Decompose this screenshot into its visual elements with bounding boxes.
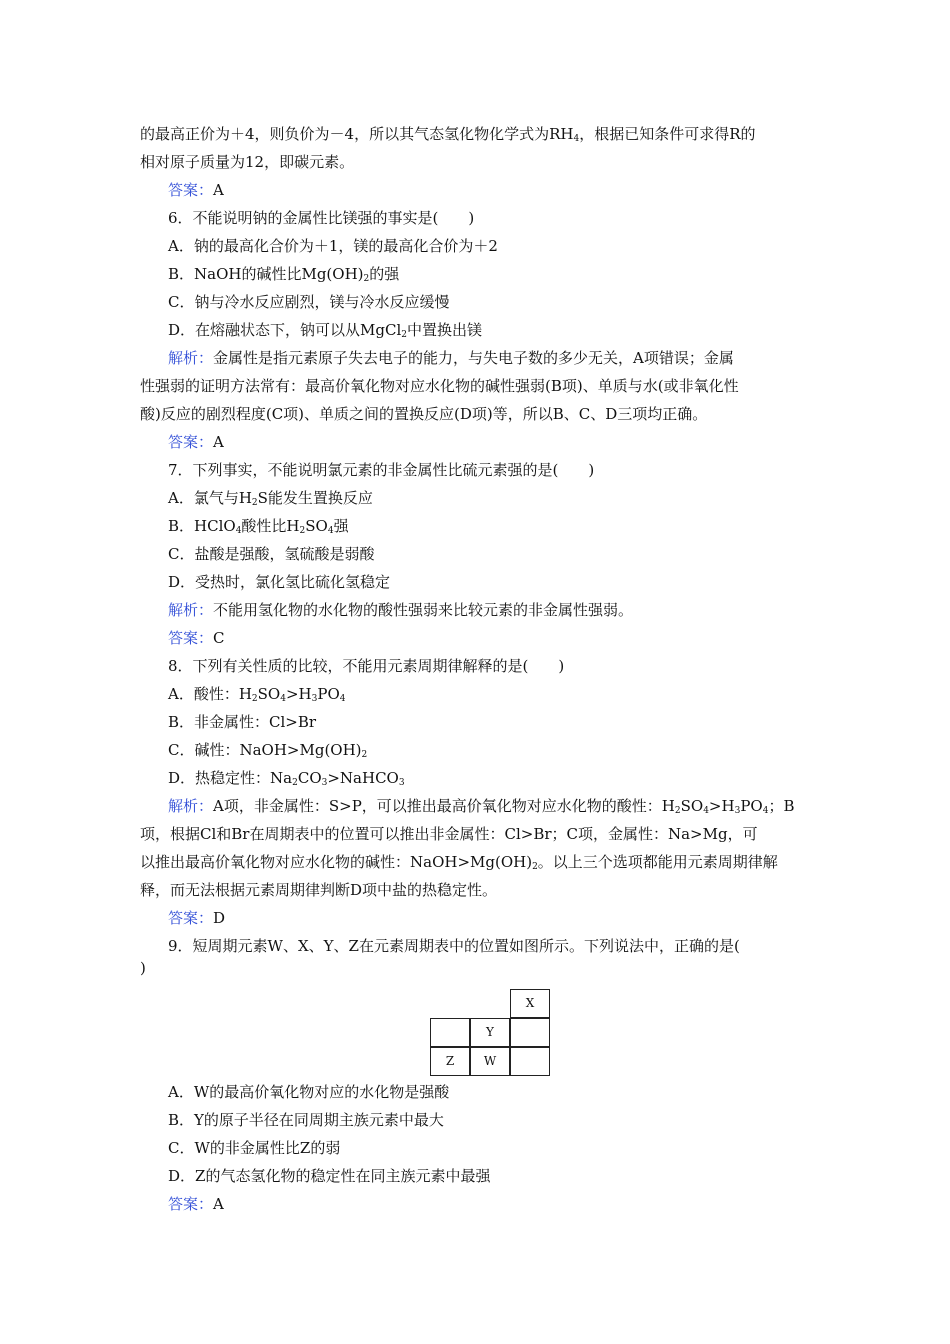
q5-answer: 答案：A <box>168 181 224 199</box>
q6-option-d: D．在熔融状态下，钠可以从MgCl$_2$中置换出镁 <box>168 321 483 340</box>
q8-analysis-line-4: 释，而无法根据元素周期律判断D项中盐的热稳定性。 <box>140 881 498 899</box>
cell-empty-3 <box>510 1047 550 1076</box>
q9-option-a: A．W的最高价氧化物对应的水化物是强酸 <box>168 1083 450 1101</box>
q6-stem: 6．不能说明钠的金属性比镁强的事实是( ) <box>168 209 475 227</box>
q7-analysis: 解析：不能用氢化物的水化物的酸性强弱来比较元素的非金属性强弱。 <box>168 601 634 619</box>
q6-option-a: A．钠的最高化合价为＋1，镁的最高化合价为＋2 <box>168 237 498 255</box>
q8-option-a: A．酸性：$H_2SO_4>H_3PO_4$ <box>168 685 346 704</box>
q7-answer: 答案：C <box>168 629 225 647</box>
q9-stem-line-2: ) <box>140 959 146 977</box>
q7-option-c: C．盐酸是强酸，氢硫酸是弱酸 <box>168 545 375 563</box>
q6-option-b: B．NaOH的碱性比$Mg(OH)_2$的强 <box>168 265 400 284</box>
cell-empty-2 <box>510 1018 550 1047</box>
q8-option-d: D．热稳定性：$Na_2CO_3>NaHCO_3$ <box>168 769 405 788</box>
q8-option-c: C．碱性：$NaOH>Mg(OH)_2$ <box>168 741 368 760</box>
periodic-table-fragment <box>430 989 550 1076</box>
q9-stem-line-1: 9．短周期元素W、X、Y、Z在元素周期表中的位置如图所示。下列说法中，正确的是( <box>168 937 740 955</box>
q9-option-b: B．Y的原子半径在同周期主族元素中最大 <box>168 1111 444 1129</box>
q9-option-c: C．W的非金属性比Z的弱 <box>168 1139 341 1157</box>
cell-z: Z <box>430 1047 470 1076</box>
q8-analysis-line-2: 项，根据Cl和Br在周期表中的位置可以推出非金属性：Cl>Br；C项，金属性：Na>Mg，可 <box>140 825 758 843</box>
q7-option-d: D．受热时，氯化氢比硫化氢稳定 <box>168 573 391 591</box>
q8-answer: 答案：D <box>168 909 226 927</box>
q7-option-a: A．氯气与$H_2S$能发生置换反应 <box>168 489 373 508</box>
q8-option-b: B．非金属性：Cl>Br <box>168 713 317 731</box>
q6-analysis-line-1: 解析：金属性是指元素原子失去电子的能力，与失电子数的多少无关，A项错误；金属 <box>168 349 734 367</box>
analysis-continuation-line-1: 的最高正价为＋4，则负价为－4，所以其气态氢化物化学式为$RH_4$，根据已知条件可求得R的 <box>140 125 756 144</box>
q7-stem: 7．下列事实，不能说明氯元素的非金属性比硫元素强的是( ) <box>168 461 595 479</box>
q6-analysis-line-2: 性强弱的证明方法常有：最高价氧化物对应水化物的碱性强弱(B项)、单质与水(或非氧化性 <box>140 377 739 395</box>
q8-analysis-line-1: 解析：A项，非金属性：S>P，可以推出最高价氧化物对应水化物的酸性：$H_2SO_4>H_3PO_4$；B <box>168 797 795 816</box>
cell-empty-1 <box>430 1018 470 1047</box>
q6-option-c: C．钠与冷水反应剧烈，镁与冷水反应缓慢 <box>168 293 450 311</box>
q6-analysis-line-3: 酸)反应的剧烈程度(C项)、单质之间的置换反应(D项)等，所以B、C、D三项均正确。 <box>140 405 708 423</box>
q8-analysis-line-3: 以推出最高价氧化物对应水化物的碱性：$NaOH>Mg(OH)_2$。以上三个选项都能用元素周期律解 <box>140 853 778 872</box>
analysis-continuation-line-2: 相对原子质量为12，即碳元素。 <box>140 153 355 171</box>
cell-x: X <box>510 989 550 1018</box>
q7-option-b: B．HClO$_4$酸性比$H_2SO_4$强 <box>168 517 349 536</box>
q8-stem: 8．下列有关性质的比较，不能用元素周期律解释的是( ) <box>168 657 565 675</box>
q6-answer: 答案：A <box>168 433 224 451</box>
q9-option-d: D．Z的气态氢化物的稳定性在同主族元素中最强 <box>168 1167 491 1185</box>
q9-answer: 答案：A <box>168 1195 224 1213</box>
cell-w: W <box>470 1047 510 1076</box>
cell-y: Y <box>470 1018 510 1047</box>
